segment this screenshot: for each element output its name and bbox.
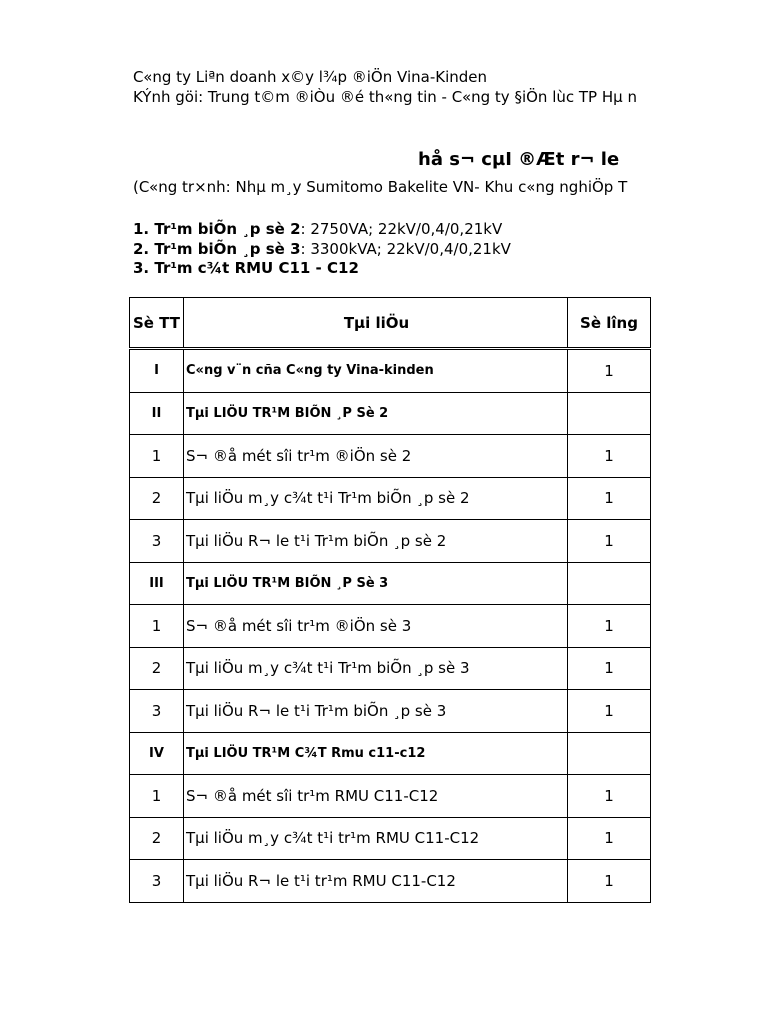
recipient-line: KÝnh göi: Trung t©m ®iÒu ®é th«ng tin - C«ng ty §iÖn lùc TP Hµ n <box>133 88 637 106</box>
row-qty: 1 <box>568 435 651 478</box>
item-3-label: 3. Tr¹m c¾t RMU C11 - C12 <box>133 259 359 277</box>
table-row <box>130 732 651 775</box>
row-doc: Tµi LIÖU TR¹M C¾T Rmu c11-c12 <box>184 732 568 775</box>
row-no: 3 <box>130 520 184 563</box>
row-doc: Tµi liÖu m¸y c¾t t¹i Tr¹m biÕn ¸p sè 2 <box>184 477 568 520</box>
row-doc: Tµi liÖu R¬ le t¹i Tr¹m biÕn ¸p sè 3 <box>184 690 568 733</box>
row-qty: 1 <box>568 817 651 860</box>
document-table <box>129 297 651 903</box>
document-title: hå s¬ cµI ®Æt r¬ le <box>418 149 620 170</box>
row-doc: Tµi liÖu m¸y c¾t t¹i Tr¹m biÕn ¸p sè 3 <box>184 647 568 690</box>
item-3 <box>133 259 359 277</box>
row-qty <box>568 562 651 605</box>
table-row <box>130 477 651 520</box>
row-doc: Tµi liÖu R¬ le t¹i Tr¹m biÕn ¸p sè 2 <box>184 520 568 563</box>
row-doc: Tµi liÖu R¬ le t¹i tr¹m RMU C11-C12 <box>184 860 568 903</box>
row-no: 2 <box>130 817 184 860</box>
table-row <box>130 775 651 818</box>
row-no: III <box>130 562 184 605</box>
item-1 <box>133 220 502 238</box>
row-no: 3 <box>130 860 184 903</box>
row-doc: Tµi liÖu m¸y c¾t t¹i tr¹m RMU C11-C12 <box>184 817 568 860</box>
row-no: 2 <box>130 477 184 520</box>
row-no: IV <box>130 732 184 775</box>
item-2-spec: : 3300kVA; 22kV/0,4/0,21kV <box>300 240 511 258</box>
table-row <box>130 605 651 648</box>
row-qty: 1 <box>568 349 651 393</box>
table-row <box>130 349 651 393</box>
row-doc: S¬ ®å mét sîi tr¹m ®iÖn sè 2 <box>184 435 568 478</box>
table-row <box>130 392 651 435</box>
item-2-label: 2. Tr¹m biÕn ¸p sè 3 <box>133 240 301 258</box>
row-qty: 1 <box>568 477 651 520</box>
row-no: 3 <box>130 690 184 733</box>
row-no: I <box>130 349 184 393</box>
row-doc: Tµi LIÖU TR¹M BIÕN ¸P Sè 2 <box>184 392 568 435</box>
row-qty: 1 <box>568 605 651 648</box>
table-row <box>130 690 651 733</box>
row-qty: 1 <box>568 647 651 690</box>
table-row <box>130 520 651 563</box>
table-row <box>130 562 651 605</box>
row-doc: S¬ ®å mét sîi tr¹m ®iÖn sè 3 <box>184 605 568 648</box>
table-row <box>130 435 651 478</box>
table-row <box>130 817 651 860</box>
row-no: 1 <box>130 775 184 818</box>
row-doc: Tµi LIÖU TR¹M BIÕN ¸P Sè 3 <box>184 562 568 605</box>
row-no: 1 <box>130 435 184 478</box>
header-qty: Sè lîng <box>568 298 651 349</box>
row-no: 1 <box>130 605 184 648</box>
table-row <box>130 860 651 903</box>
header-no: Sè TT <box>130 298 184 349</box>
row-doc: C«ng v¨n cña C«ng ty Vina-kinden <box>184 349 568 393</box>
row-no: 2 <box>130 647 184 690</box>
row-doc: S¬ ®å mét sîi tr¹m RMU C11-C12 <box>184 775 568 818</box>
row-no: II <box>130 392 184 435</box>
header-doc: Tµi liÖu <box>184 298 568 349</box>
row-qty: 1 <box>568 775 651 818</box>
item-2 <box>133 240 511 258</box>
item-1-spec: : 2750VA; 22kV/0,4/0,21kV <box>300 220 503 238</box>
item-1-label: 1. Tr¹m biÕn ¸p sè 2 <box>133 220 301 238</box>
project-line: (C«ng tr×nh: Nhµ m¸y Sumitomo Bakelite VN- Khu c«ng nghiÖp T <box>133 178 628 196</box>
row-qty: 1 <box>568 520 651 563</box>
company-name: C«ng ty Liªn doanh x©y l¾p ®iÖn Vina-Kinden <box>133 68 487 86</box>
row-qty <box>568 732 651 775</box>
table-row <box>130 647 651 690</box>
row-qty: 1 <box>568 860 651 903</box>
table-header-row <box>130 298 651 349</box>
row-qty: 1 <box>568 690 651 733</box>
row-qty <box>568 392 651 435</box>
